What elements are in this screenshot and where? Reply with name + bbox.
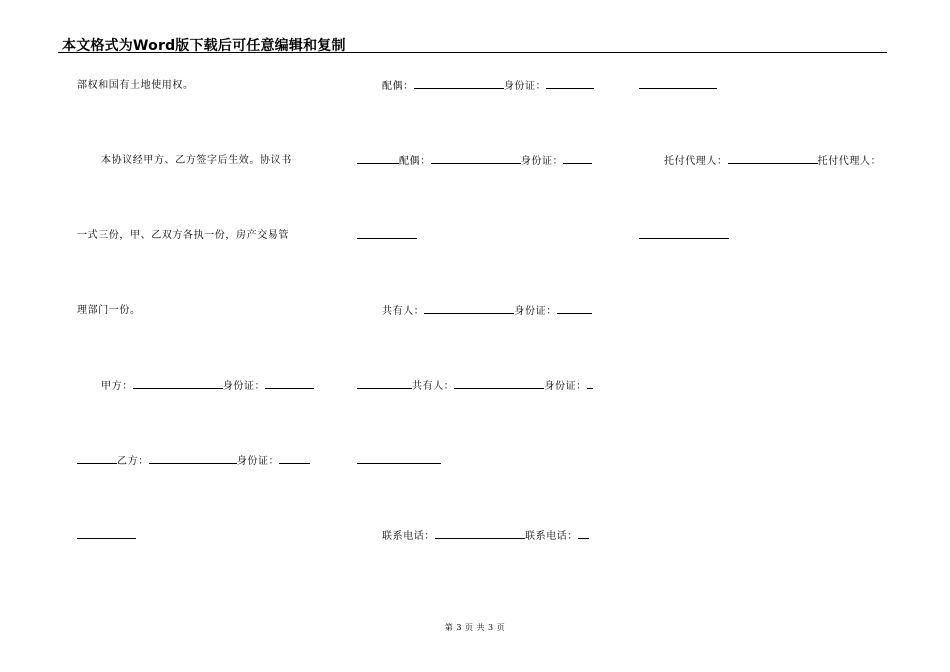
party-a-id-blank [265,379,314,389]
agent-line [664,154,881,169]
co-owner-id-blank [557,304,592,314]
agent-2-label: 托付代理人： [817,156,882,167]
spouse-id-label: 身份证： [503,81,547,92]
party-b-label: 乙方： [117,456,149,467]
agent-cont-line [639,229,729,244]
spouse-id-blank-cont [357,154,399,164]
co-owner-line-2 [357,379,593,394]
co-owner-2-id-label: 身份证： [544,381,587,392]
co-owner-label: 共有人： [382,306,425,317]
party-b-id-cont-line [77,529,136,544]
spouse-2-label: 配偶： [399,156,431,167]
party-b-id-blank [279,454,310,464]
spouse-name-blank [414,79,504,89]
spouse-line-1 [382,79,594,94]
party-b-name-blank [149,454,237,464]
col3-line-1 [639,79,717,94]
phone-line [382,529,589,544]
co-owner-name-blank [424,304,514,314]
page-number: 第 3 页 共 3 页 [444,623,506,632]
agent-label: 托付代理人： [664,156,728,167]
col3-blank-1 [639,79,717,89]
phone-blank [435,529,525,539]
co-owner-2-name-blank [454,379,544,389]
spouse-line-2 [357,154,592,169]
phone-2-label: 联系电话： [525,531,578,542]
co-owner-id-label: 身份证： [514,306,557,317]
party-a-id-label: 身份证： [222,381,266,392]
spouse-2-id-label: 身份证： [520,156,564,167]
header-divider [58,52,887,53]
party-a-id-blank-cont [77,454,117,464]
party-a-name-blank [133,379,223,389]
party-b-id-blank-cont [77,529,136,539]
party-b-id-label: 身份证： [236,456,280,467]
document-header-title: 本文格式为Word版下载后可任意编辑和复制 [62,38,346,54]
party-a-signature-line [101,379,314,394]
spouse-id-blank [546,79,594,89]
spouse-2-id-blank [563,154,592,164]
party-b-signature-line [77,454,310,469]
co-owner-line-1 [382,304,592,319]
spouse-label: 配偶： [382,81,414,92]
co-owner-2-id-blank [587,379,593,389]
col1-line-3: 一式三份，甲、乙双方各执一份，房产交易管 [77,230,289,241]
co-owner-2-id-cont-line [357,454,441,469]
col1-line-4: 理部门一份。 [77,305,141,316]
co-owner-id-blank-cont [357,379,412,389]
spouse-2-id-cont-line [357,229,417,244]
spouse-2-name-blank [431,154,521,164]
party-a-label: 甲方： [101,381,133,392]
col1-line-2: 本协议经甲方、乙方签字后生效。协议书 [101,155,292,166]
phone-2-blank [578,529,589,539]
co-owner-2-id-blank-cont [357,454,441,464]
phone-label: 联系电话： [382,531,435,542]
col1-line-1: 部权和国有土地使用权。 [77,80,194,91]
agent-2-name-blank [639,229,729,239]
spouse-2-id-blank-cont [357,229,417,239]
co-owner-2-label: 共有人： [412,381,455,392]
agent-name-blank [728,154,818,164]
